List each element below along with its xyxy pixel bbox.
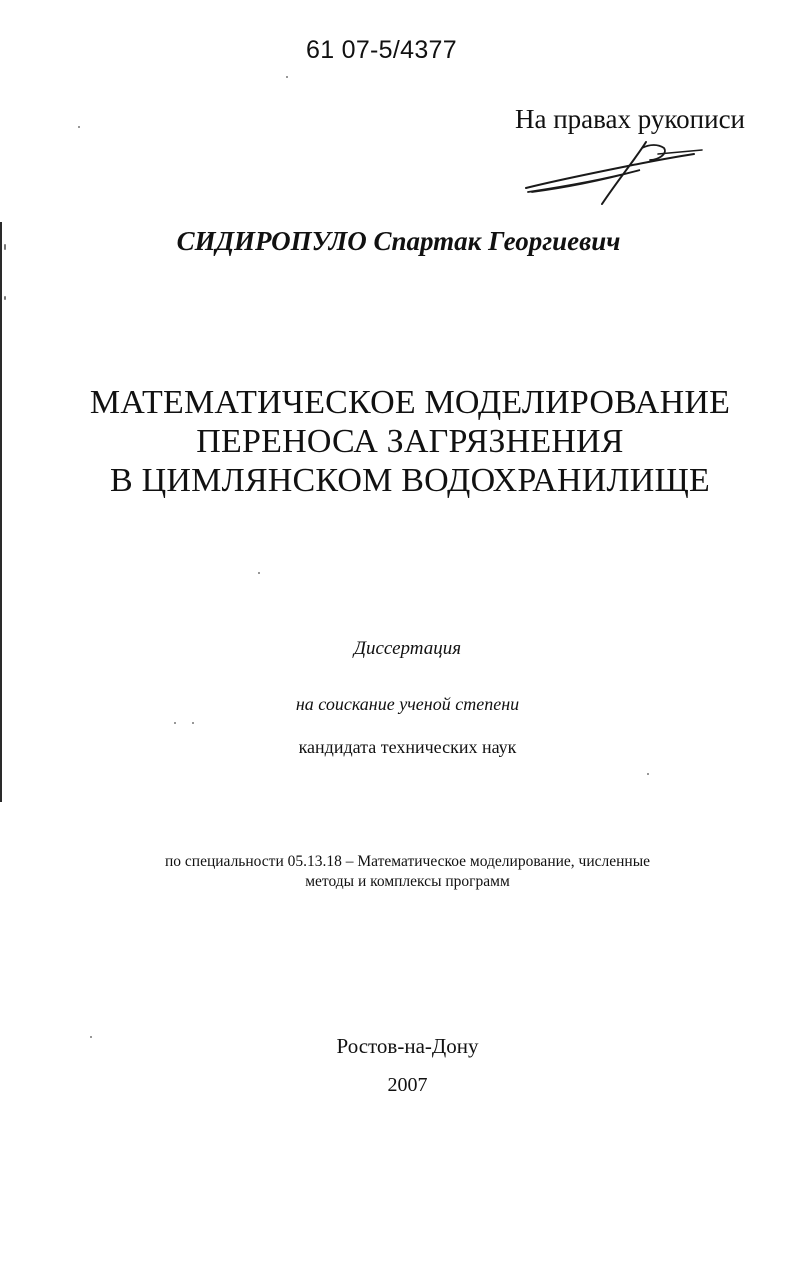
scan-speck xyxy=(258,572,260,574)
scan-edge-line xyxy=(0,222,2,802)
degree-name: кандидата технических наук xyxy=(298,737,517,757)
scan-speck xyxy=(174,722,176,724)
rights-notice: На правах рукописи xyxy=(514,104,745,134)
scan-speck xyxy=(192,722,194,724)
dissertation-title xyxy=(0,383,797,500)
degree-purpose: на соискание ученой степени xyxy=(295,694,520,714)
scan-speck xyxy=(286,76,288,78)
year: 2007 xyxy=(387,1074,428,1096)
author-name: СИДИРОПУЛО Спартак Георгиевич xyxy=(176,226,621,256)
work-type: Диссертация xyxy=(353,638,462,659)
scan-speck xyxy=(4,296,6,300)
title-line: ПЕРЕНОСА ЗАГРЯЗНЕНИЯ xyxy=(196,423,624,460)
specialty-line: методы и комплексы программ xyxy=(305,873,510,890)
specialty-line: по специальности 05.13.18 – Математическое моделирование, численные xyxy=(164,853,651,870)
title-line: МАТЕМАТИЧЕСКОЕ МОДЕЛИРОВАНИЕ xyxy=(89,384,731,421)
catalog-number: 61 07-5/4377 xyxy=(306,36,457,64)
signature-icon xyxy=(518,136,708,208)
city: Ростов-на-Дону xyxy=(336,1034,479,1058)
scan-speck xyxy=(647,773,649,775)
title-line: В ЦИМЛЯНСКОМ ВОДОХРАНИЛИЩЕ xyxy=(110,462,710,499)
specialty xyxy=(0,852,797,892)
scan-speck xyxy=(78,126,80,128)
